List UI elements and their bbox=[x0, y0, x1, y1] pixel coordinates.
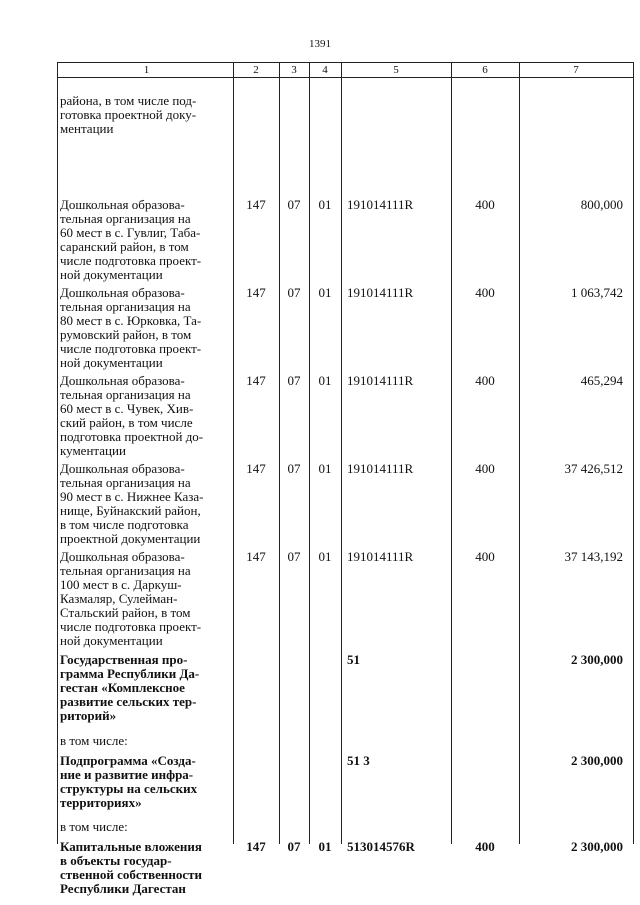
row-description: в том числе: bbox=[60, 733, 128, 748]
table-row bbox=[57, 198, 633, 282]
row-code-6: 400 bbox=[475, 197, 495, 212]
row-code-3: 07 bbox=[287, 549, 301, 564]
row-code-2 bbox=[233, 820, 279, 834]
row-code-5: 191014111R bbox=[347, 197, 414, 212]
table-row bbox=[57, 754, 633, 810]
table-row bbox=[57, 94, 633, 136]
row-code-5: 191014111R bbox=[347, 549, 414, 564]
column-header-4: 4 bbox=[322, 64, 328, 76]
budget-table bbox=[57, 62, 633, 896]
column-header-2: 2 bbox=[253, 64, 259, 76]
row-code-4: 01 bbox=[318, 197, 332, 212]
column-header-5: 5 bbox=[393, 64, 399, 76]
row-amount: 2 300,000 bbox=[571, 839, 623, 854]
row-code-6: 400 bbox=[475, 839, 495, 854]
row-code-5 bbox=[341, 820, 451, 834]
row-code-3 bbox=[279, 734, 309, 748]
column-header-3: 3 bbox=[291, 64, 297, 76]
row-code-2: 147 bbox=[246, 839, 266, 854]
row-description: Дошкольная образова- тельная организация на 60 мест в с. Гувлиг, Таба- саранский район, в том числе подготовка проект- ной документации bbox=[60, 197, 202, 282]
row-code-2 bbox=[233, 734, 279, 748]
row-code-5 bbox=[341, 94, 451, 136]
row-description: Государственная про- грамма Республики Да- гестан «Комплексное развитие сельских тер- риторий» bbox=[60, 652, 200, 723]
row-code-2: 147 bbox=[246, 285, 266, 300]
column-header-6: 6 bbox=[482, 64, 488, 76]
row-code-2: 147 bbox=[246, 373, 266, 388]
table-row bbox=[57, 840, 633, 896]
row-code-3 bbox=[279, 94, 309, 136]
row-amount: 1 063,742 bbox=[571, 285, 623, 300]
row-amount: 2 300,000 bbox=[571, 753, 623, 768]
row-description: Подпрограмма «Созда- ние и развитие инфра- структуры на сельских территориях» bbox=[60, 753, 198, 810]
table-row bbox=[57, 734, 633, 748]
row-code-3: 07 bbox=[287, 197, 301, 212]
row-code-5: 191014111R bbox=[347, 285, 414, 300]
row-code-3: 07 bbox=[287, 461, 301, 476]
row-amount bbox=[519, 820, 633, 834]
table-header bbox=[57, 62, 633, 78]
row-code-6 bbox=[451, 653, 519, 723]
row-code-4: 01 bbox=[318, 839, 332, 854]
row-code-4 bbox=[309, 94, 341, 136]
table-row bbox=[57, 820, 633, 834]
row-amount bbox=[519, 94, 633, 136]
row-code-6: 400 bbox=[475, 285, 495, 300]
row-code-3 bbox=[279, 754, 309, 810]
row-code-3: 07 bbox=[287, 373, 301, 388]
row-amount: 465,294 bbox=[580, 373, 623, 388]
column-header-7: 7 bbox=[573, 64, 579, 76]
row-code-6: 400 bbox=[475, 373, 495, 388]
row-description: Дошкольная образова- тельная организация на 90 мест в с. Нижнее Каза- нище, Буйнакский район, в том числе подготовка проектной документации bbox=[60, 461, 204, 546]
row-code-2: 147 bbox=[246, 197, 266, 212]
row-code-4 bbox=[309, 734, 341, 748]
row-code-5: 513014576R bbox=[347, 839, 415, 854]
row-code-6 bbox=[451, 820, 519, 834]
row-code-5: 191014111R bbox=[347, 461, 414, 476]
table-row bbox=[57, 653, 633, 723]
page-number: 1391 bbox=[309, 38, 331, 50]
row-description: Капитальные вложения в объекты государ- ственной собственности Республики Дагестан bbox=[60, 839, 203, 896]
table-row bbox=[57, 374, 633, 458]
row-code-6 bbox=[451, 734, 519, 748]
row-description: района, в том числе под- готовка проектной доку- ментации bbox=[60, 93, 197, 136]
row-code-5 bbox=[341, 734, 451, 748]
row-code-6: 400 bbox=[475, 461, 495, 476]
row-code-4 bbox=[309, 653, 341, 723]
row-code-4: 01 bbox=[318, 549, 332, 564]
row-code-3 bbox=[279, 653, 309, 723]
row-amount: 800,000 bbox=[580, 197, 623, 212]
row-description: в том числе: bbox=[60, 819, 128, 834]
row-code-5: 51 3 bbox=[347, 753, 370, 768]
row-description: Дошкольная образова- тельная организация на 60 мест в с. Чувек, Хив- ский район, в том числе подготовка проектной до- кументации bbox=[60, 373, 204, 458]
row-amount: 37 426,512 bbox=[564, 461, 623, 476]
row-code-6: 400 bbox=[475, 549, 495, 564]
row-code-4: 01 bbox=[318, 373, 332, 388]
row-description: Дошкольная образова- тельная организация на 100 мест в с. Даркуш- Казмаляр, Сулейман- Стальский район, в том числе подготовка проект- ной документации bbox=[60, 549, 202, 648]
row-code-6 bbox=[451, 754, 519, 810]
row-code-5: 51 bbox=[347, 652, 360, 667]
row-code-2: 147 bbox=[246, 461, 266, 476]
row-code-3: 07 bbox=[287, 285, 301, 300]
table-row bbox=[57, 462, 633, 546]
row-description: Дошкольная образова- тельная организация на 80 мест в с. Юрковка, Та- румовский район, в том числе подготовка проект- ной документации bbox=[60, 285, 202, 370]
table-row bbox=[57, 550, 633, 648]
row-code-4 bbox=[309, 754, 341, 810]
row-code-4: 01 bbox=[318, 285, 332, 300]
row-code-2 bbox=[233, 754, 279, 810]
row-code-4 bbox=[309, 820, 341, 834]
row-code-2 bbox=[233, 653, 279, 723]
row-amount bbox=[519, 734, 633, 748]
row-amount: 37 143,192 bbox=[564, 549, 623, 564]
row-code-4: 01 bbox=[318, 461, 332, 476]
row-code-3: 07 bbox=[287, 839, 301, 854]
column-header-1: 1 bbox=[143, 64, 150, 76]
row-code-5: 191014111R bbox=[347, 373, 414, 388]
row-code-2: 147 bbox=[246, 549, 266, 564]
row-amount: 2 300,000 bbox=[571, 652, 623, 667]
row-code-6 bbox=[451, 94, 519, 136]
table-row bbox=[57, 286, 633, 370]
row-code-2 bbox=[233, 94, 279, 136]
row-code-3 bbox=[279, 820, 309, 834]
